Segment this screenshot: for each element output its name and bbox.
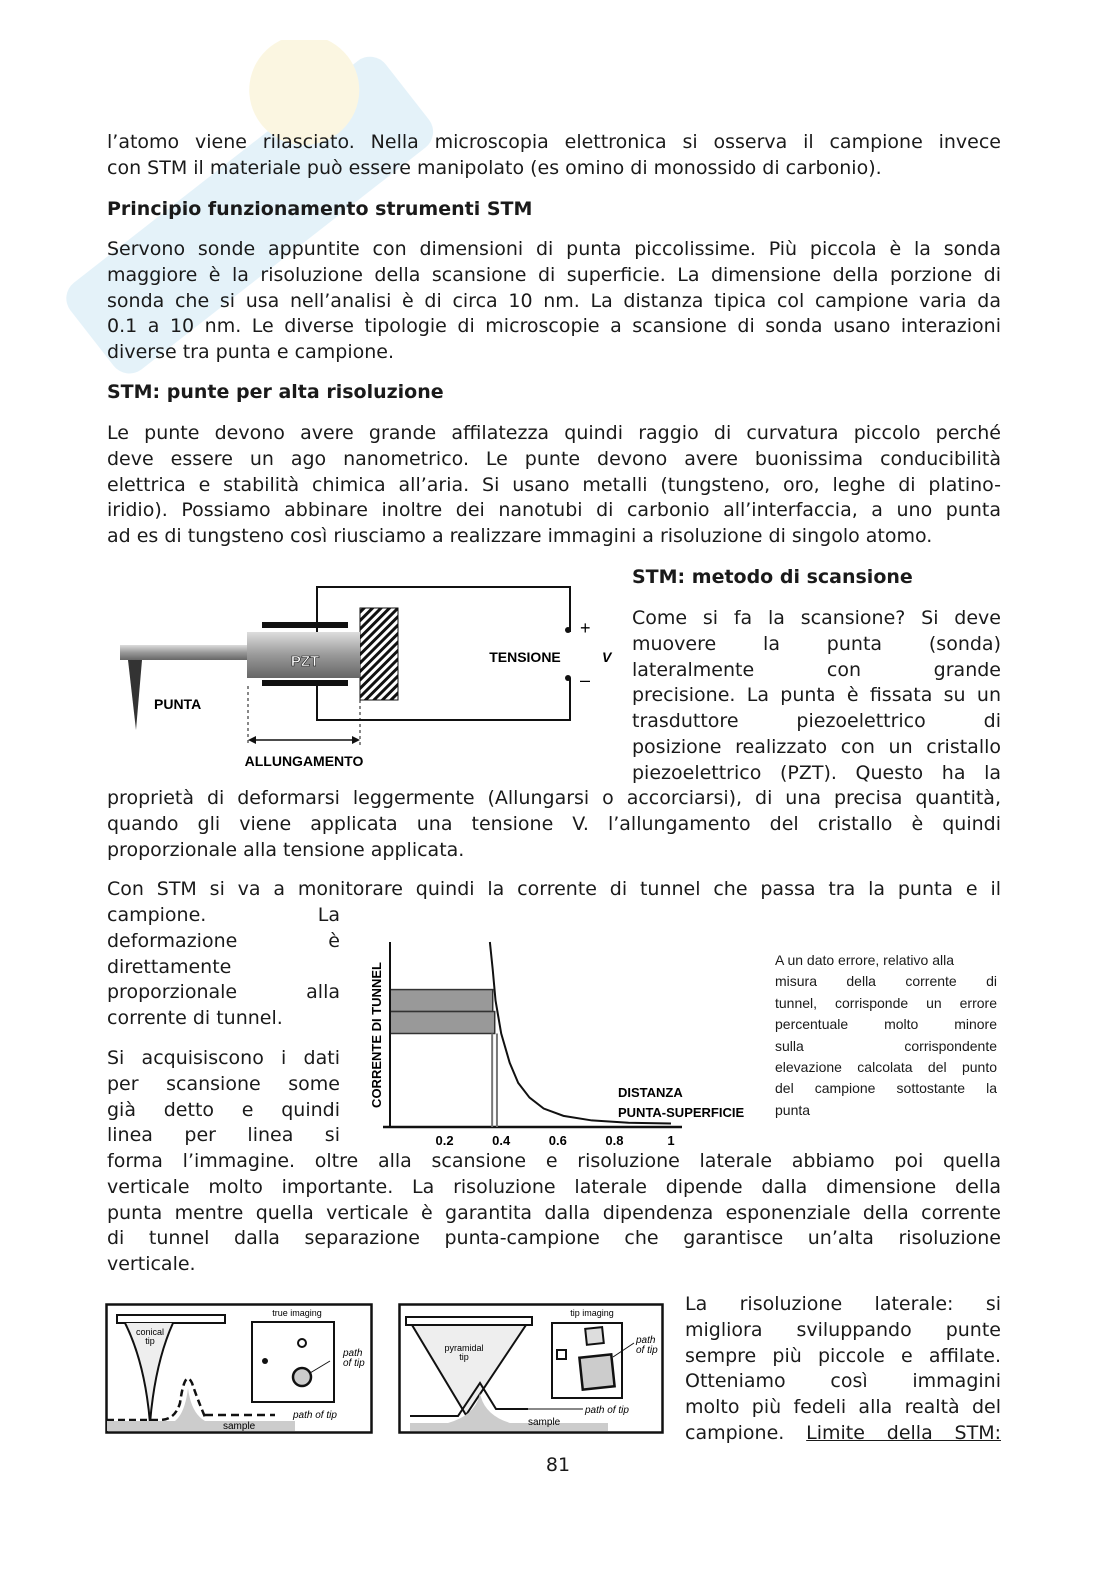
- tunnel-current-chart: [360, 935, 760, 1150]
- text-line: precisione. La punta è fissata su un: [632, 684, 1001, 707]
- text-line: direttamente: [107, 955, 232, 978]
- x-tick-label: 0.6: [548, 1133, 567, 1148]
- caption-line: A un dato errore, relativo alla: [775, 952, 954, 968]
- pzt-label: PZT: [290, 653, 320, 670]
- v-label: V: [602, 649, 612, 665]
- paragraph-intro: [107, 130, 1001, 182]
- text-line: proprietà di deformarsi leggermente (Allungarsi o accorciarsi), di una precisa quantità,: [107, 787, 1001, 809]
- caption-line: del campione sottostante la: [775, 1080, 997, 1097]
- text-line: quando gli viene applicata una tensione V. l’allungamento del cristallo è quindi: [107, 812, 1001, 835]
- svg-text:conical: conical: [135, 1327, 165, 1337]
- pyramidal-tip-figure: [398, 1303, 666, 1436]
- sample-label: sample: [528, 1417, 561, 1428]
- svg-text:path of tip: path of tip: [293, 1410, 337, 1421]
- text-line: trasduttore piezoelettrico di: [632, 710, 1001, 733]
- needle-arm: [120, 645, 250, 660]
- text-line: corrente di tunnel.: [107, 1007, 283, 1030]
- text-line: proporzionale alla tensione applicata.: [107, 838, 465, 861]
- conical-tip-figure: [105, 1303, 375, 1436]
- minus-sign: –: [580, 670, 591, 690]
- heading-punte: STM: punte per alta risoluzione: [107, 381, 444, 403]
- text-line: Servono sonde appuntite con dimensioni di punta piccolissime. Più piccola è la sonda: [107, 238, 1001, 260]
- text-line: forma l’immagine. oltre alla scansione e risoluzione laterale abbiamo poi quella: [107, 1150, 1001, 1172]
- text-line: diverse tra punta e campione.: [107, 341, 394, 364]
- svg-text:pyramidal: pyramidal: [444, 1343, 484, 1353]
- text-line: Con STM si va a monitorare quindi la corrente di tunnel che passa tra la punta e il: [107, 878, 1001, 900]
- text-line: molto più fedeli alla realtà del: [685, 1396, 1001, 1419]
- text-line: verticale.: [107, 1253, 196, 1276]
- caption-line: percentuale molto minore: [775, 1016, 997, 1033]
- text-line: piezoelettrico (PZT). Questo ha la: [632, 761, 1001, 784]
- text-line: lateralmente con grande: [632, 658, 1001, 681]
- text-line: proporzionale alla: [107, 981, 340, 1004]
- chart-caption: [775, 950, 997, 1121]
- text-line: campione. La: [107, 904, 340, 926]
- allungamento-label: ALLUNGAMENTO: [244, 753, 364, 769]
- paragraph-risoluzione-laterale: [685, 1292, 1001, 1447]
- error-band: [390, 990, 493, 1012]
- figure-title: true imaging: [272, 1308, 322, 1318]
- text-line: Si acquisiscono i dati: [107, 1047, 340, 1069]
- paragraph-principio: [107, 237, 1001, 366]
- text-line: l’atomo viene rilasciato. Nella microscopia elettronica si osserva il campione invece: [107, 131, 1001, 153]
- paragraph-punte: [107, 421, 1001, 550]
- svg-text:of tip: of tip: [343, 1358, 365, 1369]
- text-line: muovere la punta (sonda): [632, 632, 1001, 655]
- x-tick-label: 0.8: [605, 1133, 624, 1148]
- text-line: verticale molto importante. La risoluzione laterale dipende dalla dimensione della: [107, 1175, 1001, 1198]
- text-line: sonda che si usa nell’analisi è di circa 10 nm. La distanza tipica col campione varia da: [107, 289, 1001, 312]
- svg-text:of tip: of tip: [636, 1345, 658, 1356]
- text-line: ad es di tungsteno così riusciamo a realizzare immagini a risoluzione di singolo atomo.: [107, 525, 933, 548]
- text-line: linea per linea si: [107, 1124, 340, 1147]
- text-line: maggiore è la risoluzione della scansione di superficie. La dimensione della porzione di: [107, 263, 1001, 286]
- text-line: con STM il materiale può essere manipolato (es omino di monossido di carbonio).: [107, 156, 882, 179]
- caption-line: punta: [775, 1101, 811, 1118]
- svg-text:path: path: [343, 1348, 363, 1359]
- caption-line: tunnel, corrisponde un errore: [775, 994, 997, 1011]
- heading-principio: Principio funzionamento strumenti STM: [107, 198, 533, 220]
- stm-tip-diagram: [110, 580, 620, 780]
- figure-title: tip imaging: [570, 1308, 614, 1318]
- text-line: iridio). Possiamo abbinare inoltre dei nanotubi di carbonio all’interfaccia, a uno punta: [107, 499, 1001, 522]
- text-line: deformazione è: [107, 929, 340, 952]
- plus-sign: +: [580, 618, 591, 638]
- circuit-wire-top: [317, 587, 570, 635]
- tensione-label: TENSIONE: [489, 649, 561, 665]
- svg-text:path: path: [636, 1335, 656, 1346]
- text-line: sempre più piccole e affilate.: [685, 1344, 1001, 1367]
- circuit-wire-bottom: [317, 678, 570, 720]
- x-axis-label-1: DISTANZA: [618, 1085, 683, 1100]
- caption-line: sulla corrispondente: [775, 1037, 997, 1054]
- y-axis-label: CORRENTE DI TUNNEL: [369, 962, 384, 1108]
- text-line: Come si fa la scansione? Si deve: [632, 607, 1001, 629]
- x-tick-label: 0.4: [492, 1133, 511, 1148]
- paragraph-metodo-full: [107, 786, 1001, 863]
- text-line: deve essere un ago nanometrico. Le punte devono avere buonissima conducibilità: [107, 447, 1001, 470]
- error-band: [390, 1012, 495, 1034]
- text-line: posizione realizzato con un cristallo: [632, 735, 1001, 758]
- text-line: già detto e quindi: [107, 1098, 340, 1121]
- text-line: punta mentre quella verticale è garantita dalla dipendenza esponenziale della corrente: [107, 1201, 1001, 1224]
- paragraph-acquisizione-side: [107, 1046, 340, 1149]
- text-line: Le punte devono avere grande affilatezza quindi raggio di curvatura piccolo perché: [107, 422, 1001, 444]
- svg-text:path of tip: path of tip: [585, 1405, 629, 1416]
- caption-line: elevazione calcolata del punto: [775, 1058, 997, 1075]
- x-tick-label: 1: [667, 1133, 675, 1148]
- paragraph-metodo-side: [632, 606, 1001, 787]
- sample-label: sample: [223, 1421, 256, 1432]
- punta-label: PUNTA: [154, 696, 202, 712]
- text-line: Otteniamo così immagini: [685, 1370, 1001, 1393]
- text-line: per scansione some: [107, 1072, 340, 1095]
- page-number: 81: [545, 1454, 571, 1476]
- paragraph-tunnel-side: [107, 903, 340, 1032]
- paragraph-risoluzione: [107, 1149, 1001, 1278]
- limite-stm-link: Limite della STM:: [806, 1421, 1001, 1444]
- sample-block: [360, 608, 398, 700]
- svg-text:tip: tip: [145, 1336, 155, 1346]
- text-line: La risoluzione laterale: si: [685, 1293, 1001, 1315]
- tip-point: [128, 660, 142, 730]
- text-line: migliora sviluppando punte: [685, 1318, 1001, 1341]
- x-axis-label-2: PUNTA-SUPERFICIE: [618, 1105, 745, 1120]
- heading-metodo: STM: metodo di scansione: [632, 566, 913, 588]
- paragraph-tunnel: [107, 877, 1001, 903]
- text-line: 0.1 a 10 nm. Le diverse tipologie di microscopie a scansione di sonda usano interazioni: [107, 315, 1001, 338]
- caption-line: misura della corrente di: [775, 973, 997, 990]
- x-tick-label: 0.2: [435, 1133, 454, 1148]
- svg-text:tip: tip: [459, 1352, 469, 1362]
- text-line: [685, 1421, 1001, 1447]
- text-line: di tunnel dalla separazione punta-campione che garantisce un’alta risoluzione: [107, 1227, 1001, 1250]
- text-fragment: campione.: [685, 1421, 807, 1444]
- text-line: elettrica e stabilità chimica all’aria. Si usano metalli (tungsteno, oro, leghe di platino-: [107, 473, 1001, 496]
